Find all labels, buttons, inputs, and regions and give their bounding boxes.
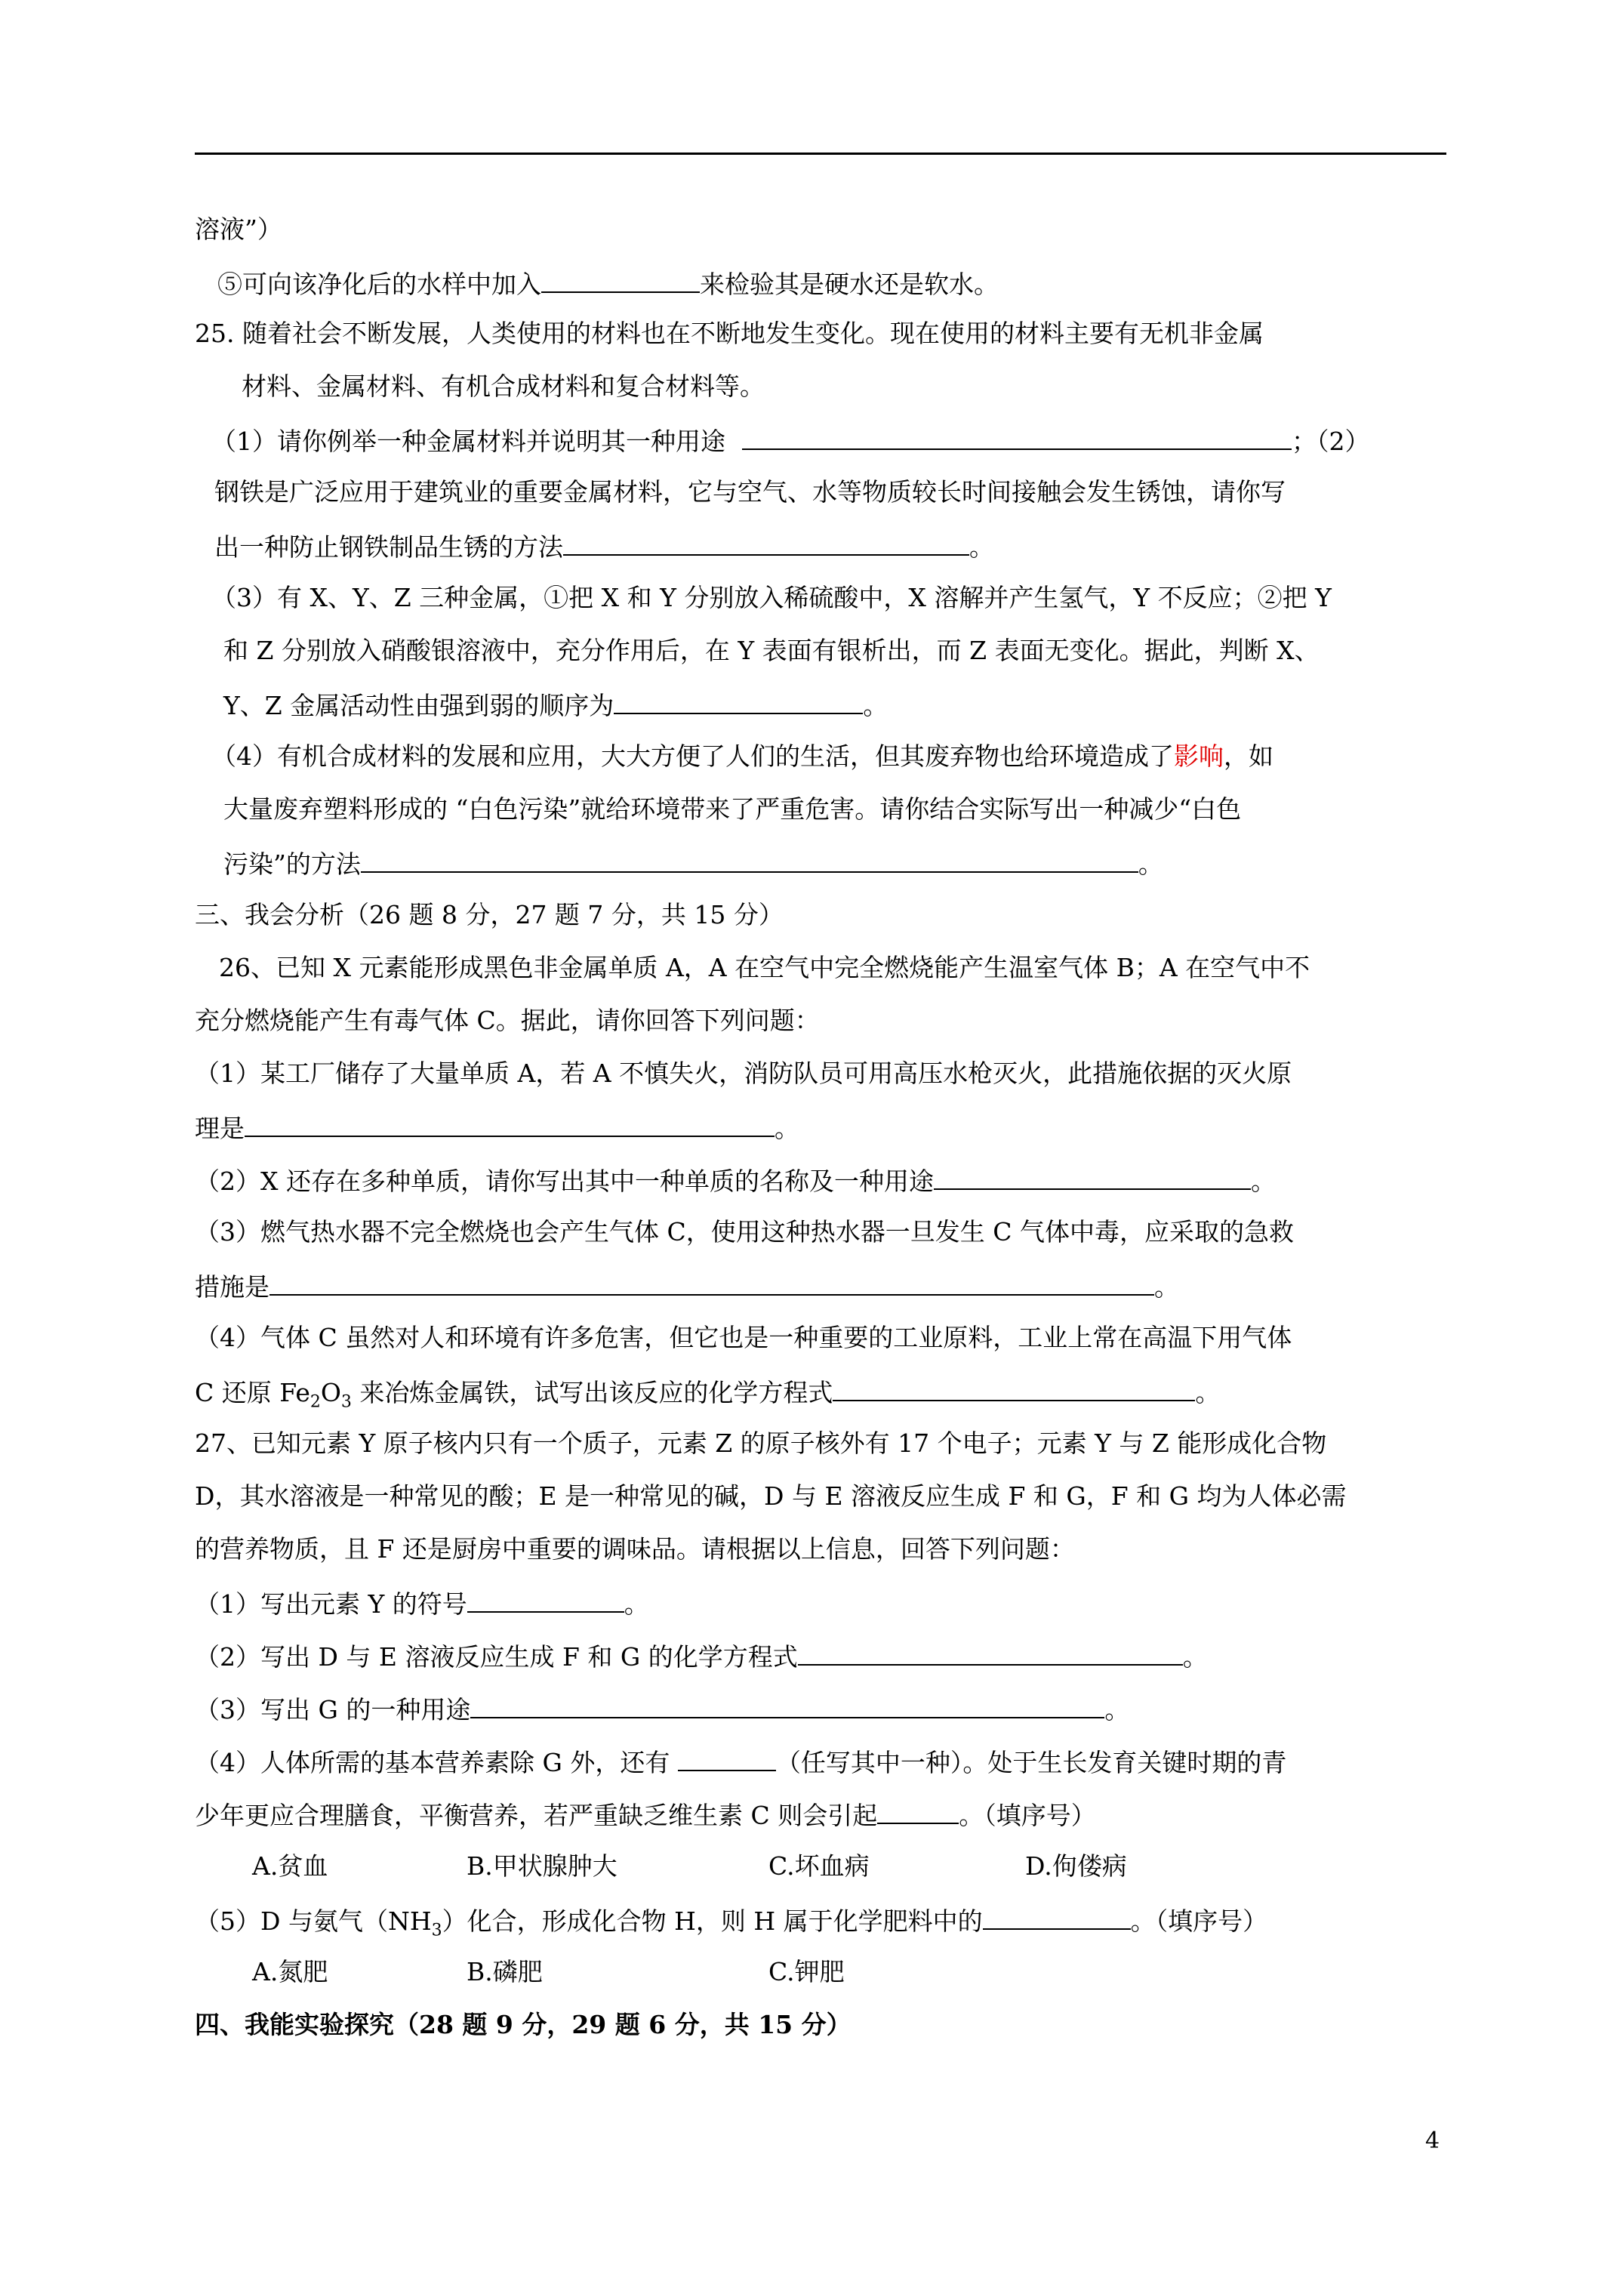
text-line: 大量废弃塑料形成的 “白色污染”就给环境带来了严重危害。请你结合实际写出一种减少“白色 [223, 794, 1242, 824]
question-25: 25. 随着社会不断发展，人类使用的材料也在不断地发生变化。现在使用的材料主要有无机非金属 [195, 319, 1264, 348]
text-line: （3）有 X、Y、Z 三种金属，①把 X 和 Y 分别放入稀硫酸中，X 溶解并产生氢气，Y 不反应；②把 Y [211, 583, 1332, 612]
text-line: 钢铁是广泛应用于建筑业的重要金属材料，它与空气、水等物质较长时间接触会发生锈蚀，请你写 [214, 477, 1286, 507]
text-line: 污染”的方法 。 [223, 846, 1163, 879]
text-line: （5）D 与氨气$(NH_3)$化合，形成化合物 H，则 H 属于化学肥料中的 。（填序号） [195, 1903, 1267, 1936]
page-number: 4 [1425, 2128, 1440, 2154]
text-line: 材料、金属材料、有机合成材料和复合材料等。 [242, 371, 765, 401]
section-3-heading: 三、我会分析（26 题 8 分，27 题 7 分，共 15 分） [195, 900, 784, 929]
text-line: D，其水溶液是一种常见的酸；E 是一种常见的碱，D 与 E 溶液反应生成 F 和 G，F 和 G 均为人体必需 [195, 1481, 1347, 1511]
text-line: 出一种防止钢铁制品生锈的方法 。 [214, 529, 994, 562]
option-c: C.钾肥 [768, 1957, 845, 1986]
option-d: D.佝偻病 [1025, 1851, 1127, 1881]
question-26: 26、已知 X 元素能形成黑色非金属单质 A，A 在空气中完全燃烧能产生温室气体 B；A 在空气中不 [219, 953, 1310, 982]
text-line: （3）写出 G 的一种用途 。 [195, 1691, 1129, 1724]
answer-blank [678, 1744, 776, 1771]
answer-blank [877, 1797, 959, 1824]
answer-blank [470, 1691, 1104, 1718]
text-line: 充分燃烧能产生有毒气体 C。据此，请你回答下列问题： [195, 1006, 820, 1035]
options-row [252, 1850, 1196, 1883]
answer-blank [269, 1268, 1154, 1296]
answer-blank [245, 1110, 775, 1137]
answer-blank [934, 1163, 1251, 1190]
option-c: C.坏血病 [768, 1851, 870, 1881]
text-line: ⑤可向该净化后的水样中加入 来检验其是硬水还是软水。 [217, 266, 999, 299]
text-line: （4）人体所需的基本营养素除 G 外，还有 （任写其中一种）。处于生长发育关键时期的青 [195, 1744, 1286, 1777]
text-line: Y、Z 金属活动性由强到弱的顺序为 。 [223, 687, 888, 720]
text-line: 的营养物质，且 F 还是厨房中重要的调味品。请根据以上信息，回答下列问题： [195, 1534, 1075, 1564]
text-line: 措施是 。 [195, 1268, 1179, 1302]
text-line: （4）有机合成材料的发展和应用，大大方便了人们的生活，但其废弃物也给环境造成了影响，如 [211, 741, 1273, 771]
answer-blank [614, 687, 863, 714]
text-line: 溶液”） [195, 214, 282, 244]
answer-blank [467, 1586, 624, 1613]
section-4-heading: 四、我能实验探究（28 题 9 分，29 题 6 分，共 15 分） [195, 2010, 852, 2039]
answer-blank [742, 423, 1292, 450]
text-line: 和 Z 分别放入硝酸银溶液中，充分作用后，在 Y 表面有银析出，而 Z 表面无变化。据此，判断 X、 [223, 636, 1320, 665]
option-b: B.磷肥 [467, 1957, 543, 1986]
option-b: B.甲状腺肿大 [467, 1851, 617, 1881]
text-line: （4）气体 C 虽然对人和环境有许多危害，但它也是一种重要的工业原料，工业上常在高温下用气体 [195, 1323, 1292, 1352]
text-line: （2）写出 D 与 E 溶液反应生成 F 和 G 的化学方程式 。 [195, 1638, 1208, 1672]
text-line: （1）某工厂储存了大量单质 A，若 A 不慎失火，消防队员可用高压水枪灭火，此措施依据的灭火原 [195, 1059, 1292, 1088]
answer-blank [563, 529, 969, 556]
text-line: （2）X 还存在多种单质，请你写出其中一种单质的名称及一种用途 。 [195, 1163, 1276, 1196]
question-27: 27、已知元素 Y 原子核内只有一个质子，元素 Z 的原子核外有 17 个电子；元素 Y 与 Z 能形成化合物 [195, 1428, 1327, 1458]
option-a: A.贫血 [252, 1851, 328, 1881]
answer-blank [983, 1903, 1131, 1930]
text-line: 少年更应合理膳食，平衡营养，若严重缺乏维生素 C 则会引起 。（填序号） [195, 1797, 1096, 1830]
text-line: （3）燃气热水器不完全燃烧也会产生气体 C，使用这种热水器一旦发生 C 气体中毒，应采取的急救 [195, 1217, 1294, 1247]
answer-blank [541, 266, 700, 293]
header-rule [195, 153, 1446, 155]
highlighted-word: 影响 [1174, 741, 1224, 771]
option-a: A.氮肥 [252, 1957, 328, 1986]
answer-blank [798, 1638, 1183, 1666]
text-line: （1）写出元素 Y 的符号 。 [195, 1586, 649, 1619]
text-line: C 还原 $Fe_2O_3$ 来冶炼金属铁，试写出该反应的化学方程式 。 [195, 1374, 1220, 1407]
answer-blank [361, 846, 1138, 873]
text-line: （1）请你例举一种金属材料并说明其一种用途 ；（2） [211, 423, 1370, 456]
text-line: 理是 。 [195, 1110, 799, 1143]
options-row [252, 1955, 932, 1989]
answer-blank [833, 1374, 1195, 1401]
